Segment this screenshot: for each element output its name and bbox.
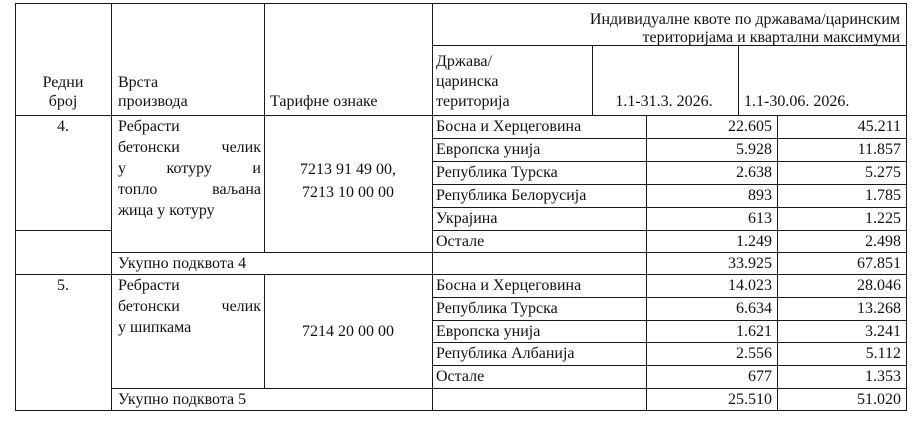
- country-name: Република Турска: [436, 164, 558, 181]
- quota-q2-value: 1.785: [865, 187, 901, 204]
- quota-q1-value: 2.556: [736, 345, 772, 362]
- quota-header-line2: територијама и квартални максимуми: [642, 29, 900, 46]
- table-rule: [432, 115, 433, 275]
- product-word: челик: [221, 298, 261, 315]
- quota-q2-value: 3.241: [865, 323, 901, 340]
- country-name: Украјина: [436, 210, 498, 227]
- table-rule: [264, 3, 265, 115]
- product-line: [118, 297, 261, 317]
- table-rule: [15, 410, 906, 411]
- quota-q1-value: 2.638: [736, 164, 772, 181]
- table-rule: [111, 252, 906, 253]
- product-word: и: [252, 160, 261, 177]
- quota-q2-value: 5.112: [865, 345, 901, 362]
- quota-q2-value: 2.498: [865, 233, 901, 250]
- col-no-header: број: [48, 93, 78, 110]
- period1-header: 1.1-31.3. 2026.: [615, 93, 713, 110]
- quota-q1-value: 14.023: [728, 277, 772, 294]
- table-rule: [738, 45, 739, 115]
- quota-q2-value: 1.353: [865, 368, 901, 385]
- product-word: ваљана: [212, 181, 261, 198]
- quota-q1-value: 677: [748, 368, 772, 385]
- table-rule: [432, 184, 906, 185]
- product-word: челик: [221, 139, 261, 156]
- product-word: у шипкама: [118, 319, 192, 336]
- product-word: жица у котуру: [118, 202, 215, 219]
- country-name: Република Турска: [436, 300, 558, 317]
- product-line: [118, 201, 261, 221]
- tariff-code: 7213 91 49 00,: [300, 161, 396, 178]
- col-country-header: царинска: [436, 73, 499, 90]
- product-line: [118, 318, 261, 338]
- table-rule: [432, 138, 906, 139]
- table-rule: [15, 274, 906, 275]
- quota-q1-value: 5.928: [736, 141, 772, 158]
- quota-q1-value: 613: [748, 210, 772, 227]
- subtotal-q1: 33.925: [728, 255, 772, 272]
- product-word: котуру: [166, 160, 212, 177]
- country-name: Остале: [436, 368, 485, 385]
- quota-q1-value: 6.634: [736, 300, 772, 317]
- product-line: [118, 180, 261, 200]
- product-line: [118, 276, 261, 296]
- quota-q1-value: 1.621: [736, 323, 772, 340]
- quota-header-line1: Индивидуалне квоте по државама/царинским: [589, 11, 900, 28]
- product-word: бетонски: [118, 139, 180, 156]
- subtotal-label: Укупно подквота 4: [118, 255, 247, 272]
- table-rule: [15, 3, 16, 411]
- col-tariff-header: Тарифне ознаке: [270, 93, 378, 110]
- table-rule: [111, 3, 112, 411]
- tariff-code: 7213 10 00 00: [302, 184, 394, 201]
- country-name: Босна и Херцеговина: [436, 118, 582, 135]
- table-rule: [432, 161, 906, 162]
- table-rule: [432, 297, 906, 298]
- table-rule: [15, 3, 906, 4]
- product-line: [118, 117, 261, 137]
- row-number: 4.: [57, 118, 69, 135]
- table-rule: [432, 230, 906, 231]
- quota-q1-value: 22.605: [728, 118, 772, 135]
- table-rule: [432, 3, 433, 115]
- table-rule: [111, 388, 906, 389]
- country-name: Република Албанија: [436, 345, 575, 362]
- product-word: бетонски: [118, 298, 180, 315]
- quota-q1-value: 893: [748, 187, 772, 204]
- table-rule: [15, 230, 111, 231]
- table-rule: [15, 115, 906, 116]
- quota-q2-value: 13.268: [857, 300, 901, 317]
- quota-q1-value: 1.249: [736, 233, 772, 250]
- col-no-header: Редни: [42, 74, 84, 91]
- col-country-header: територија: [436, 93, 510, 110]
- col-country-header: Држава/: [436, 53, 492, 70]
- quota-q2-value: 11.857: [857, 141, 901, 158]
- row-number: 5.: [57, 277, 69, 294]
- product-word: топло: [118, 181, 158, 198]
- period2-header: 1.1-30.06. 2026.: [744, 93, 850, 110]
- table-rule: [432, 320, 906, 321]
- subtotal-label: Укупно подквота 5: [118, 391, 247, 408]
- quota-q2-value: 28.046: [857, 277, 901, 294]
- subtotal-q2: 67.851: [857, 255, 901, 272]
- product-word: у: [118, 160, 126, 177]
- product-word: Ребрасти: [118, 118, 180, 135]
- table-rule: [432, 365, 906, 366]
- country-name: Босна и Херцеговина: [436, 277, 582, 294]
- country-name: Европска унија: [436, 141, 541, 158]
- col-product-header: Врста: [118, 74, 159, 91]
- subtotal-q1: 25.510: [728, 391, 772, 408]
- product-word: Ребрасти: [118, 277, 180, 294]
- table-rule: [432, 342, 906, 343]
- country-name: Европска унија: [436, 323, 541, 340]
- country-name: Остале: [436, 233, 485, 250]
- quota-q2-value: 45.211: [857, 118, 901, 135]
- quota-q2-value: 1.225: [865, 210, 901, 227]
- tariff-code: 7214 20 00 00: [302, 323, 394, 340]
- table-rule: [432, 207, 906, 208]
- product-line: [118, 159, 261, 179]
- subtotal-q2: 51.020: [857, 391, 901, 408]
- table-rule: [906, 3, 907, 411]
- col-product-header: производа: [118, 93, 188, 110]
- quota-q2-value: 5.275: [865, 164, 901, 181]
- product-line: [118, 138, 261, 158]
- country-name: Република Белорусија: [436, 187, 587, 204]
